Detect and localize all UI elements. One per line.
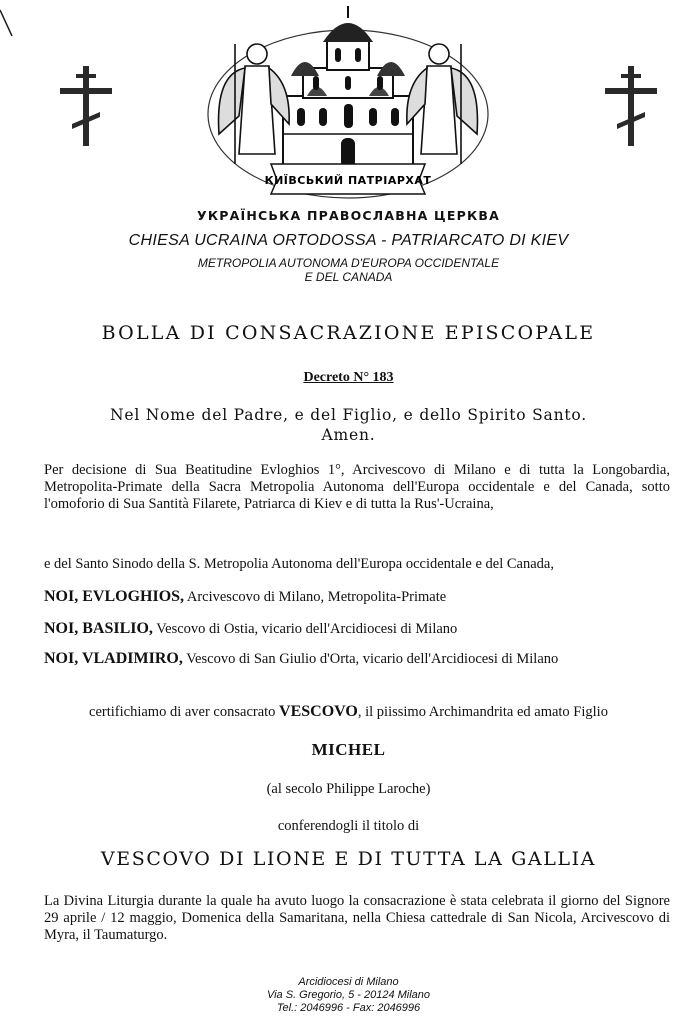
signatory-name: NOI, VLADIMIRO, bbox=[44, 650, 183, 667]
scan-mark bbox=[0, 8, 14, 38]
certify-before: certifichiamo di aver consacrato bbox=[89, 704, 280, 720]
footer-address bbox=[0, 976, 697, 1015]
bishop-title: VESCOVO DI LIONE E DI TUTTA LA GALLIA bbox=[100, 848, 597, 870]
document-title: BOLLA DI CONSACRAZIONE EPISCOPALE bbox=[101, 322, 596, 344]
conferring-line: conferendogli il titolo di bbox=[277, 818, 420, 834]
decision-paragraph: Per decisione di Sua Beatitudine Evloghios 1°, Arcivescovo di Milano e di tutta la Longobardia, Metropolita-Primate della Sacra Metropolia Autonoma dell'Europa occidentale e del Canada, sotto l'omoforio di Sua Santità Filarete, Patriarca di Kiev e di tutta la Rus'-Ucraina, bbox=[44, 462, 670, 512]
signatory-role: Vescovo di San Giulio d'Orta, vicario dell'Arcidiocesi di Milano bbox=[182, 651, 559, 667]
secular-name: (al secolo Philippe Laroche) bbox=[266, 781, 431, 797]
signatory-role: Arcivescovo di Milano, Metropolita-Primate bbox=[184, 589, 447, 605]
consecrated-name: MICHEL bbox=[311, 740, 386, 759]
synod-paragraph: e del Santo Sinodo della S. Metropolia Autonoma dell'Europa occidentale e del Canada, bbox=[44, 556, 554, 572]
footer-line-2: Via S. Gregorio, 5 - 20124 Milano bbox=[266, 989, 431, 1001]
patriarchate-emblem bbox=[205, 4, 491, 200]
certify-after: , il piissimo Archimandrita ed amato Figlio bbox=[357, 704, 608, 720]
signatory-line bbox=[44, 650, 674, 668]
footer-line-3: Tel.: 2046996 - Fax: 2046996 bbox=[276, 1002, 421, 1014]
church-name-ukrainian: УКРАЇНСЬКА ПРАВОСЛАВНА ЦЕРКВА bbox=[197, 208, 500, 223]
metropolia-line-2: E DEL CANADA bbox=[304, 270, 393, 284]
emblem-banner-text: КИЇВСЬКИЙ ПАТРІАРХАТ bbox=[264, 174, 432, 187]
metropolia-line-1: METROPOLIA AUTONOMA D'EUROPA OCCIDENTALE bbox=[197, 256, 500, 270]
decree-number: Decreto N° 183 bbox=[303, 370, 394, 385]
liturgy-paragraph: La Divina Liturgia durante la quale ha avuto luogo la consacrazione è stata celebrata il giorno del Signore 29 aprile / 12 maggio, Domenica della Samaritana, nella Chiesa cattedrale di San Nicola, Arcivescovo di Myra, il Taumaturgo. bbox=[44, 893, 670, 943]
orthodox-cross-icon bbox=[605, 66, 657, 146]
certify-rank: VESCOVO bbox=[279, 703, 358, 720]
invocation bbox=[0, 405, 697, 445]
certification-line bbox=[0, 703, 697, 721]
metropolia-name bbox=[0, 256, 697, 284]
invocation-line-1: Nel Nome del Padre, e del Figlio, e dello Spirito Santo. bbox=[109, 406, 587, 424]
orthodox-cross-icon bbox=[60, 66, 112, 146]
church-name-italian: CHIESA UCRAINA ORTODOSSA - PATRIARCATO DI KIEV bbox=[128, 232, 569, 249]
signatory-line bbox=[44, 620, 674, 638]
signatory-name: NOI, EVLOGHIOS, bbox=[44, 588, 185, 605]
signatory-name: NOI, BASILIO, bbox=[44, 620, 153, 637]
signatory-role: Vescovo di Ostia, vicario dell'Arcidiocesi di Milano bbox=[152, 621, 458, 637]
signatory-line bbox=[44, 588, 674, 606]
footer-line-1: Arcidiocesi di Milano bbox=[298, 976, 399, 988]
invocation-line-2: Amen. bbox=[321, 426, 376, 444]
